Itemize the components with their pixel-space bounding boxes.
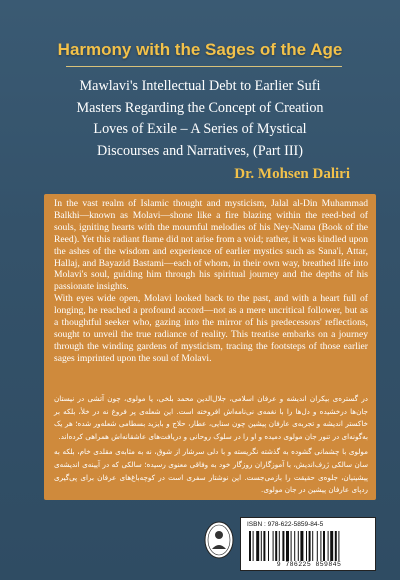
title-divider <box>66 66 342 67</box>
publisher-seal-icon <box>204 521 234 559</box>
persian-paragraph: در گستره‌ی بیکران اندیشه و عرفان اسلامی، جلال‌الدین محمد بلخی، یا مولوی، چون آتشی در نیستان جان‌ها درخشیده و دل‌ها را با نغمه‌ی نی‌نامه‌اش افروخته است. این شعله‌ی پر فروغ نه در خلأ، بلکه بر خاکستر اندیشه و تجربه‌ی عارفان پیشین چون سنایی، عطار، حلاج و بایزید بسطامی شعله‌ور شده؛ هر یک به‌گونه‌ای در تنور جان مولوی دمیده و او را در سلوک روحانی و دریافت‌های عاشقانه‌اش همراهی کرده‌اند. <box>54 394 368 441</box>
book-title: Harmony with the Sages of the Age <box>57 40 343 59</box>
english-blurb <box>54 198 368 365</box>
subtitle-line: Loves of Exile – A Series of Mystical <box>93 121 307 137</box>
barcode-icon <box>247 531 371 561</box>
subtitle-line: Discourses and Narratives, (Part III) <box>96 142 304 159</box>
subtitle-line: Mawlavi's Intellectual Debt to Earlier Sufi <box>79 78 321 94</box>
barcode-digits: 9 786225 859845 <box>276 561 342 568</box>
isbn-label: ISBN : 978-622-5859-84-5 <box>247 521 324 528</box>
english-paragraph: With eyes wide open, Molavi looked back to the past, and with a heart full of longing, he reached a profound accord—not as a mere uncritical follower, but as a thoughtful seeker who, gazing into the mirror of his predecessors' reflections, sought to unveil the true radiance of reality. This treatise embarks on a journey through the winding gardens of mysticism, tracing the footsteps of those earlier sages imprinted upon the soul of Molavi. <box>54 293 368 364</box>
english-paragraph: In the vast realm of Islamic thought and mysticism, Jalal al-Din Muhammad Balkhi—known as Molavi—shone like a fire blazing within the reed-bed of souls, igniting hearts with the mournful melodies of his Ney-Nama (Book of the Reed). Yet this radiant flame did not arise from a void; rather, it was kindled upon the ashes of the wisdom and experience of earlier mystics such as Sana'i, Attar, Hallaj, and Bayazid Bastami—each of whom, in their own way, breathed life into Molavi's soul, guiding him through his spiritual journey and the depths of his passionate insights. <box>54 198 369 293</box>
author-name: Dr. Mohsen Daliri <box>234 166 350 182</box>
subtitle-line: Masters Regarding the Concept of Creation <box>76 99 324 116</box>
persian-paragraph: مولوی با چشمانی گشوده به گذشته نگریسته و با دلی سرشار از شوق، نه به مثابه‌ی مقلدی خام، بلکه به سان سالکی ژرف‌اندیش، با آموزگاران روزگار خود به وفاقی معنوی رسیده؛ سالکی که در آیینه‌ی اندیشه‌ی پیشینیان، جلوه‌ی حقیقت را بازمی‌جست. این نوشتار سفری است در کوچه‌باغ‌های عرفان برای پی‌گیری ردپای عارفان پیشین در جان مولوی. <box>54 447 368 495</box>
barcode-box <box>240 517 376 571</box>
persian-blurb <box>54 393 368 500</box>
book-subtitle <box>30 76 370 162</box>
